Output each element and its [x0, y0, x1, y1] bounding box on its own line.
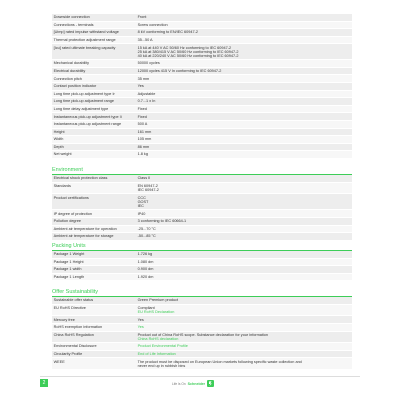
- row-value-line: 35...50 A: [137, 37, 153, 42]
- table-row: [52, 251, 352, 259]
- row-label: Circularity Profile: [53, 352, 83, 357]
- row-value-line: GOST: [137, 199, 149, 204]
- table-row: [52, 358, 352, 370]
- table-row: [52, 60, 352, 68]
- row-value-line: 1.920 dm: [137, 274, 154, 279]
- table-row: [52, 332, 352, 344]
- row-value-line: IEC 60947-2: [137, 187, 159, 192]
- table-row: [52, 106, 352, 114]
- section-title-offer-sustainability: Offer Sustainability: [52, 289, 352, 297]
- row-value-line: 15 kA at 440 V AC 50/60 Hz conforming to IEC 60947-2: [137, 45, 232, 50]
- row-value-line: Adjustable: [137, 91, 156, 96]
- table-row: [52, 210, 352, 218]
- row-value: [136, 316, 352, 323]
- row-label: Long time delay adjustment type: [53, 106, 109, 111]
- table-row: [52, 129, 352, 137]
- row-value: [136, 226, 352, 233]
- table-row: [52, 68, 352, 76]
- row-value: [136, 121, 352, 128]
- row-value: [136, 358, 352, 369]
- table-row: [52, 274, 352, 282]
- table-row: [52, 324, 352, 332]
- row-label: Electrical shock protection class: [53, 176, 108, 181]
- row-value: [136, 175, 352, 182]
- packing-table: [52, 251, 352, 281]
- row-value-line: 1.8 kg: [137, 152, 148, 157]
- row-value: [136, 274, 352, 281]
- row-value-line: 40 kA at 220/240 V AC 50/60 Hz conforming to IEC 60947-2: [137, 53, 239, 58]
- row-value-line: Yes: [137, 317, 144, 322]
- row-value-line: 50000 cycles: [137, 61, 160, 66]
- row-label: China RoHS Regulation: [53, 332, 94, 337]
- table-row: [52, 226, 352, 234]
- schneider-logo-icon: [207, 380, 214, 387]
- document-link[interactable]: End of Life Information: [137, 352, 176, 357]
- row-value: [136, 75, 352, 82]
- row-value-line: 25 kA at 380/415 V AC 50/60 Hz conforming to IEC 60947-2: [137, 49, 239, 54]
- row-value: [136, 151, 352, 158]
- row-value-line: Compliant: [137, 305, 155, 310]
- row-label: Mercury free: [53, 317, 75, 322]
- row-value-line: 1.080 dm: [137, 259, 154, 264]
- table-row: [52, 343, 352, 351]
- table-row: [52, 218, 352, 226]
- row-value: [136, 251, 352, 258]
- environment-table: [52, 175, 352, 241]
- row-value-line: Screw connection: [137, 22, 168, 27]
- row-label: Downside connection: [53, 15, 90, 20]
- brand-name: Schneider: [187, 381, 206, 386]
- row-value: [136, 22, 352, 29]
- row-label: Package 1 Weight: [53, 252, 85, 257]
- table-row: [52, 297, 352, 305]
- row-value: [136, 259, 352, 266]
- table-row: [52, 37, 352, 45]
- row-value-line: IP40: [137, 211, 146, 216]
- table-row: [52, 83, 352, 91]
- row-value: [136, 37, 352, 44]
- row-value-line: never end up in rubbish bins: [137, 363, 186, 368]
- table-row: [52, 316, 352, 324]
- row-label: Package 1 Height: [53, 259, 84, 264]
- row-value: [136, 29, 352, 36]
- table-row: [52, 266, 352, 274]
- row-value: [136, 83, 352, 90]
- row-label: Electrical durability: [53, 69, 86, 74]
- footer-divider: [40, 376, 360, 377]
- row-label: Package 1 width: [53, 267, 82, 272]
- row-value: [136, 14, 352, 21]
- row-label: [Icu] rated ultimate breaking capacity: [53, 45, 116, 50]
- table-row: [52, 351, 352, 359]
- row-label: Standards: [53, 183, 71, 188]
- row-label: Ambient air temperature for storage: [53, 234, 114, 239]
- row-label: IP degree of protection: [53, 211, 92, 216]
- table-row: [52, 113, 352, 121]
- row-label: Sustainable offer status: [53, 298, 94, 303]
- row-value: [136, 68, 352, 75]
- row-label: Instantaneous pick-up adjustment type Ii: [53, 114, 122, 119]
- row-value: [136, 136, 352, 143]
- table-row: [52, 22, 352, 30]
- row-value: [136, 324, 352, 331]
- row-value: [136, 297, 352, 304]
- row-value-line: 161 mm: [137, 129, 152, 134]
- row-label: Environmental Disclosure: [53, 344, 97, 349]
- row-value: [136, 91, 352, 98]
- document-link[interactable]: EU RoHS Declaration: [137, 309, 175, 314]
- table-row: [52, 75, 352, 83]
- row-value: [136, 351, 352, 358]
- row-value: [136, 44, 352, 59]
- row-value: [136, 332, 352, 343]
- row-label: Package 1 Length: [53, 274, 85, 279]
- row-value: [136, 210, 352, 217]
- row-value-line: CCC: [137, 195, 146, 200]
- brand-logo: [172, 380, 214, 387]
- row-value-line: 12000 cycles 415 V In conforming to IEC 60947-2: [137, 69, 222, 74]
- row-value-line: Product out of China RoHS scope. Substance declaration for your information: [137, 332, 269, 337]
- row-label: Pollution degree: [53, 219, 82, 224]
- row-value-line: -50...85 °C: [137, 234, 156, 239]
- row-value: [136, 266, 352, 273]
- row-value: [136, 343, 352, 350]
- row-value-line: 1.726 kg: [137, 252, 153, 257]
- section-title-environment: Environment: [52, 167, 352, 175]
- row-label: Connections - terminals: [53, 22, 94, 27]
- row-value: [136, 60, 352, 67]
- row-value: [136, 233, 352, 240]
- row-value-line: Front: [137, 15, 147, 20]
- row-label: Connection pitch: [53, 76, 82, 81]
- table-row: [52, 144, 352, 152]
- row-value-line: The product must be disposed on European Union markets following specific waste collection and: [137, 359, 302, 364]
- row-value-line: 105 mm: [137, 137, 152, 142]
- table-row: [52, 14, 352, 22]
- table-row: [52, 121, 352, 129]
- row-value: [136, 305, 352, 316]
- spec-table: [52, 14, 352, 159]
- row-label: Product certifications: [53, 195, 89, 200]
- page-number-badge: 2: [40, 379, 48, 387]
- table-row: [52, 183, 352, 195]
- row-label: Height: [53, 129, 65, 134]
- row-value: [136, 113, 352, 120]
- row-label: Contact position indicator: [53, 84, 97, 89]
- document-link[interactable]: China RoHS declaration: [137, 336, 179, 341]
- table-row: [52, 136, 352, 144]
- row-value-line: Fixed: [137, 106, 147, 111]
- table-row: [52, 305, 352, 317]
- row-value-line: Class II: [137, 176, 151, 181]
- row-value: [136, 106, 352, 113]
- row-value-line: EN 60947-2: [137, 183, 158, 188]
- row-value-line: 8 kV conforming to EN/IEC 60947-2: [137, 30, 198, 35]
- row-label: Long time pick-up adjustment type Ir: [53, 91, 115, 96]
- row-value-line: Green Premium product: [137, 298, 179, 303]
- row-value-line: 86 mm: [137, 144, 150, 149]
- row-label: Width: [53, 137, 64, 142]
- row-label: EU RoHS Directive: [53, 305, 86, 310]
- table-row: [52, 151, 352, 159]
- row-value-line: 35 mm: [137, 76, 150, 81]
- row-label: Mechanical durability: [53, 61, 90, 66]
- table-row: [52, 29, 352, 37]
- row-label: Thermal protection adjustment range: [53, 37, 116, 42]
- table-row: [52, 91, 352, 99]
- row-value: [136, 183, 352, 194]
- row-label: WEEE: [53, 359, 65, 364]
- table-row: [52, 98, 352, 106]
- document-link[interactable]: Yes: [137, 325, 144, 330]
- row-value: [136, 129, 352, 136]
- row-value-line: 0.7...1 x In: [137, 99, 156, 104]
- row-label: Ambient air temperature for operation: [53, 226, 117, 231]
- row-label: Depth: [53, 144, 64, 149]
- row-value: [136, 218, 352, 225]
- row-value-line: -25...70 °C: [137, 226, 156, 231]
- row-label: [Uimp] rated impulse withstand voltage: [53, 30, 119, 35]
- section-title-packing-units: Packing Units: [52, 243, 352, 251]
- table-row: [52, 175, 352, 183]
- row-value: [136, 194, 352, 209]
- row-value: [136, 144, 352, 151]
- document-link[interactable]: Product Environmental Profile: [137, 344, 188, 349]
- row-label: RoHS exemption information: [53, 325, 103, 330]
- table-row: [52, 259, 352, 267]
- table-row: [52, 194, 352, 210]
- table-row: [52, 44, 352, 60]
- brand-tagline: Life Is On: [172, 381, 186, 386]
- row-value: [136, 98, 352, 105]
- row-value-line: 3 conforming to IEC 60664-1: [137, 219, 187, 224]
- row-value-line: Fixed: [137, 114, 147, 119]
- row-label: Instantaneous pick-up adjustment range: [53, 122, 122, 127]
- row-value-line: Yes: [137, 84, 144, 89]
- row-label: Long time pick-up adjustment range: [53, 99, 114, 104]
- table-row: [52, 233, 352, 241]
- row-label: Net weight: [53, 152, 72, 157]
- row-value-line: IEC: [137, 203, 144, 208]
- sustainability-table: [52, 297, 352, 370]
- row-value-line: 0.900 dm: [137, 267, 154, 272]
- row-value-line: 500 A: [137, 122, 148, 127]
